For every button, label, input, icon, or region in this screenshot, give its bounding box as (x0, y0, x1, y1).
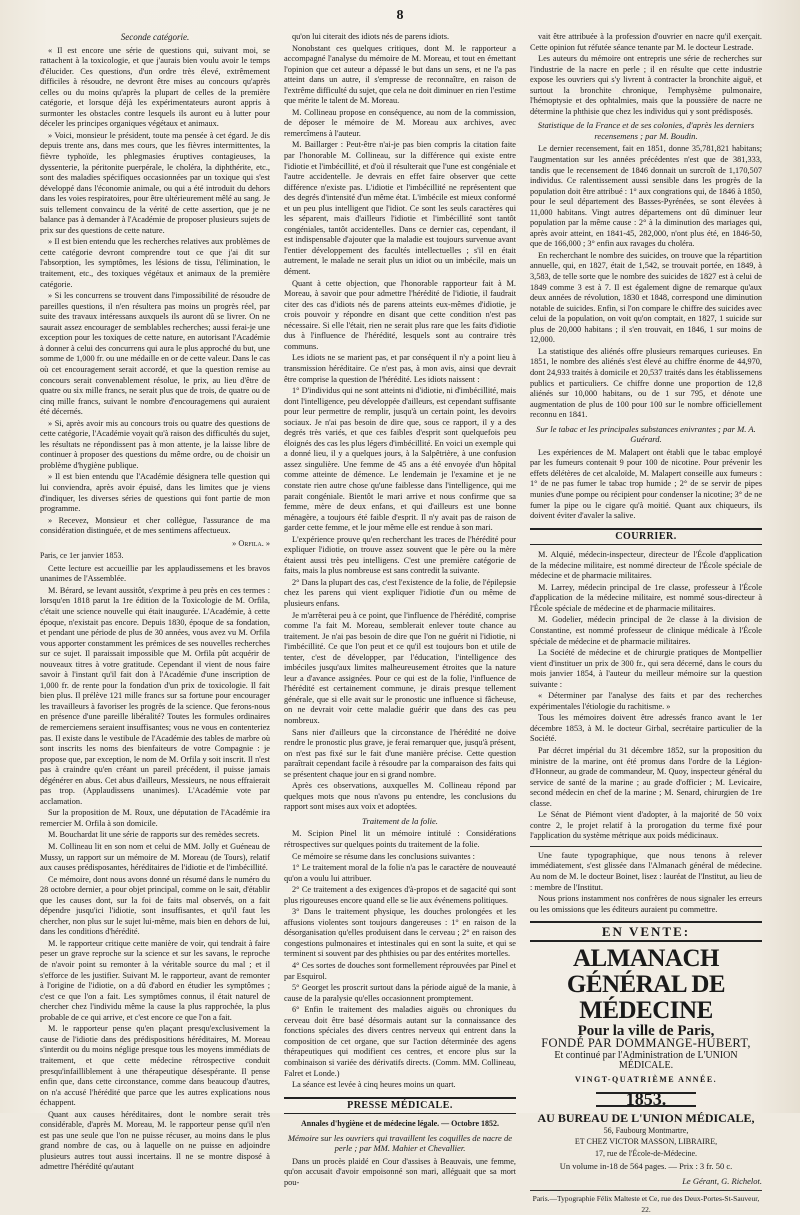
paragraph: 6° Enfin le traitement des maladies aiguës ou chroniques du cerveau doit être basé désormais autant sur la connaissance des fonctions spéciales des divers centres nerveux qui entrent dans la composition de cet organe, que sur l'action déterminée des agens thérapeutiques qui modifient ces centres, et encore plus sur la combinaison si variée des dérivatifs directs. (Comm. MM. Collineau, Falret et Londe.) (284, 1005, 516, 1078)
ad-address: 17, rue de l'École-de-Médecine. (594, 1148, 698, 1158)
ad-continued: Et continué par l'Administration de L'UNION MÉDICALE. (554, 1049, 738, 1072)
paragraph: Une faute typographique, que nous tenons à relever immédiatement, s'est glissée dans l'Almanach général de médecine. Au nom de M. le docteur Boinet, lisez : lauréat de l'Institut, au lieu de : membre de l'Institut. (530, 850, 762, 892)
column-1 (40, 32, 270, 1172)
column-3 (530, 32, 762, 1214)
gerant-signature: Le Gérant, G. Richelot. (682, 1175, 762, 1186)
paragraph: La statistique des aliénés offre plusieurs remarques curieuses. En 1851, le nombre des aliénés s'est élevé au chiffre énorme de 44,970, dont 24,933 traités à domicile et 20,537 traités dans les établissemens publics et particuliers. Ce chiffre donne une proportion de 12,8 aliénés sur 10,000 habitans, ou de 1 sur 795, et dénote une augmentation de plus de 100 pour 100 sur le nombre officiellement reconnu en 1841. (530, 346, 762, 420)
paragraph-group (530, 550, 762, 842)
paragraph: La séance est levée à cinq heures moins un quart. (292, 1080, 456, 1090)
paragraph-group (284, 1157, 516, 1189)
ad-founded: FONDÉ PAR DOMMANGE-HUBERT, (541, 1036, 751, 1051)
paragraph: Dans un procès plaidé en Cour d'assises à Beauvais, une femme, qu'on accusait d'avoir empoisonné son mari, alléguait que sa mort pou- (284, 1156, 516, 1187)
paragraph: M. le rapporteur pense qu'en plaçant presqu'exclusivement la cause de l'idiotie dans des prédispositions héréditaires, M. Moreau s'interdit ou du moins néglige presque tous les moyens immédiats de traitement, et que cette médecine rétrospective conduit presqu'infailliblement à une thérapeutique désespérante. Il pense enfin que, dans cette circonstance, comme dans beaucoup d'autres, on n'a accusé l'hérédité que parce que les autres explications nous échappent. (40, 1024, 270, 1108)
paragraph: Le Sénat de Piémont vient d'adopter, à la majorité de 50 voix contre 2, le projet relatif à la prorogation du terme fixé pour l'application du système métrique aux poids médicinaux. (530, 810, 762, 841)
paragraph: M. Collineau propose en conséquence, au nom de la commission, de déposer le mémoire de M. Moreau aux archives, avec remercîmens à l'auteur. (284, 107, 516, 138)
printer-line: Paris.—Typographie Félix Malteste et Ce, rue des Deux-Portes-St-Sauveur, 22. (530, 1190, 762, 1215)
paragraph-group (530, 448, 762, 522)
ad-address: 56, Faubourg Montmartre, (603, 1125, 689, 1135)
paragraph: 3° Dans le traitement physique, les douches prolongées et les affusions violentes sont toujours dangereuses : 1° en raison de la désorganisation qu'elles produisent dans le cerveau ; 2° en raison des congestions pulmonaires et intestinales qui en sont la suite, et qui se terminent si souvent par des phthisies ou par des entérites mortelles. (284, 907, 516, 959)
paragraph: 5° Georget les proscrit surtout dans la période aiguë de la manie, à cause de la paralysie qu'elles occasionnent promptement. (284, 983, 516, 1003)
ad-year: 1853. (596, 1092, 697, 1107)
paragraph: M. Godelier, médecin principal de 2e classe à la division de Constantine, est nommé professeur de clinique médicale à l'École spéciale de médecine et de pharmacie militaires. (530, 615, 762, 646)
paragraph-group (40, 564, 270, 1173)
paragraph: qu'on lui citerait des idiots nés de parens idiots. (292, 32, 450, 41)
paragraph: Après ces observations, auxquelles M. Collineau répond par quelques mots que nous n'avons pu entendre, les conclusions du rapport sont mises aux voix et adoptées. (284, 781, 516, 812)
paragraph: 2° Ce traitement a des exigences d'à-propos et de sagacité qui sont plus rigoureuses encore quand elle se lie aux événemens politiques. (284, 885, 516, 905)
paragraph: Les auteurs du mémoire ont entrepris une série de recherches sur l'industrie de la nacre en perle ; il en résulte que cette industrie expose les ouvriers qui s'y livrent à contracter la bronchite aiguë, et surtout la bronchite chronique, l'emphysème pulmonaire, l'hémoptysie et des ophtalmies, mais que la poussière de nacre ne détermine la phthisie que chez les individus qui y sont prédisposés. (530, 54, 762, 116)
paragraph: Quant aux causes héréditaires, dont le nombre serait très considérable, d'après M. Moreau, M. le rapporteur pense qu'il n'en est pas une seule que l'on ne puisse récuser, au moins dans le plus grand nombre de cas, ou à laquelle on ne puisse en adjoindre plusieurs autres tout aussi incertains. Il ne se montre disposé à admettre l'hérédité qu'autant (40, 1109, 270, 1172)
paragraph: 1° Le traitement moral de la folie n'a pas le caractère de nouveauté qu'on a voulu lui attribuer. (284, 863, 516, 883)
paragraph: Je m'arrêterai peu à ce point, que l'influence de l'hérédité, comprise comme l'a fait M. Moreau, semblerait enlever toute chance au traitement. Je n'ai pas besoin de dire que l'on ne guérit ni l'idiotie, ni l'imbécillité. Ce que l'on peut et ce qu'il est toujours bon et utile de tenter, c'est de développer, par l'éducation, l'intelligence des imbéciles jusqu'aux limites malheureusement étroites que la nature leur a d'avance assignées. Pour ce qui est de la folie, l'influence de l'hérédité est certainement commune, je dirais presque tellement générale, que si elle avait sur le pronostic une influence si fâcheuse, on ne devrait voir cette maladie guérir que dans des cas peu nombreux. (284, 610, 516, 725)
paragraph: « Il est encore une série de questions qui, suivant moi, se rattachent à la toxicologie, et que j'aurais bien voulu avoir le temps d'élucider. Ces questions, d'un ordre très élevé, extrêmement difficiles à résoudre, ne devront être mises au concours qu'après celles ou du moins qu'après la plupart de celles de la première catégorie, et lorsque déjà les expérimentateurs auront appris à surmonter les obstacles contre lesquels ils auront eu à lutter pour déceler les principes organiques végétaux et animaux. (40, 45, 270, 129)
paragraph: Tous les mémoires doivent être adressés franco avant le 1er décembre 1853, à M. le docteur Girbal, secrétaire particulier de la Société. (530, 713, 762, 744)
ad-header: EN VENTE: (530, 925, 762, 942)
paragraph: Quant à cette objection, que l'honorable rapporteur fait à M. Moreau, à savoir que pour admettre l'hérédité de l'idiotie, il faudrait citer des cas d'idiots nés de parens atteints eux-mêmes d'idiotie, je crois pouvoir y répondre en disant que cette condition n'est pas nécessaire. Si elle l'était, rien ne serait plus rare que les faits d'idiotie dus à l'influence de l'hérédité, lesquels sont au contraire très communs. (284, 278, 516, 351)
paragraph: M. Collineau lit en son nom et celui de MM. Jolly et Guéneau de Mussy, un rapport sur un mémoire de M. Moreau (de Tours), relatif aux causes prédisposantes, héréditaires de l'idiotie et de l'imbécillité. (40, 842, 270, 873)
subheading: Sur le tabac et les principales substances enivrantes ; par M. A. Guérard. (536, 423, 756, 445)
paragraph-group (40, 46, 270, 537)
paragraph: 2° Dans la plupart des cas, c'est l'existence de la folie, de l'épilepsie chez les parens qui vient expliquer l'idiotie d'un ou même de plusieurs enfans. (284, 577, 516, 608)
ad-office: AU BUREAU DE L'UNION MÉDICALE, (537, 1111, 755, 1126)
paragraph: Sans nier d'ailleurs que la circonstance de l'hérédité ne doive rendre le pronostic plus grave, je ferai remarquer que, jusqu'à présent, on n'est pas fixé sur le fait d'une manière précise. Cette question paraîtrait cependant facile à résoudre par la comparaison des faits qui se présentent chaque jour en si grand nombre. (284, 727, 516, 779)
ad-subtitle: Pour la ville de Paris, (577, 1022, 715, 1039)
signature: » Orfila. » (232, 538, 270, 548)
column-2 (284, 32, 516, 1187)
paragraph: M. Bouchardat lit une série de rapports sur des remèdes secrets. (48, 830, 260, 840)
paragraph: Les expériences de M. Malapert ont établi que le tabac employé par les fumeurs contenait 9 pour 100 de nicotine. Pour prévenir les effets délétères de cet alcaloïde, M. Malapert conseille aux fumeurs : 1° de ne pas fumer le tabac trop humide ; 2° de se servir de pipes munies d'une pompe ou récipient pour condenser la nicotine; 3° de ne fumer la pipe ou le cigare qu'à moitié. Quant aux chiqueurs, ils doivent éviter d'avaler la salive. (530, 447, 762, 521)
subheading: Statistique de la France et de ses colonies, d'après les derniers recensemens ; par M. Boudin. (537, 120, 755, 141)
paragraph: » Il est bien entendu que les recherches relatives aux problèmes de cette catégorie devront comprendre tout ce que j'ai dit sur l'absorption, les symptômes, les lésions de tissu, l'élimination, le traitement, etc., des toxiques végétaux et animaux de la première catégorie. (40, 237, 270, 289)
paragraph: L'expérience prouve qu'en recherchant les traces de l'hérédité pour expliquer l'idiotie, on trouve assez souvent que le père ou la mère étaient aussi très peu intelligens. C'est une première catégorie de faits, mais la plus nombreuse est sans contredit la suivante. (284, 534, 516, 576)
paragraph: M. le rapporteur critique cette manière de voir, qui tendrait à faire peser un grave reproche sur la science et sur les savans, le reproche de n'avoir point su remonter à la véritable source du mal ; et il s'efforce de les justifier. Suivant M. le rapporteur, avant de remonter à l'origine de l'idiotie, on a dû d'abord en étudier les symptômes ; c'est ce que l'on a fait. Les symptômes connus, il était naturel de chercher chez l'individu même la cause la plus rapprochée, la plus probable de ce qui arrive, et c'est encore ce que l'on a fait. (40, 938, 270, 1022)
paragraph: La Société de médecine et de chirurgie pratiques de Montpellier vient d'instituer un prix de 300 fr., qui sera décerné, dans le cours du mois janvier 1854, à l'auteur du meilleur mémoire sur la question suivante : (530, 648, 762, 689)
paragraph: Le dernier recensement, fait en 1851, donne 35,781,821 habitans; l'augmentation sur les années précédentes n'est que de 381,333, tandis que le recensement de 1846 donnait un surcroît de 1,170,507 individus. Ce ralentissement aussi sensible dans les progrès de la population doit être attribué : 1° aux congrations qui, de 1846 à 1850, pour le seul département des Basses-Pyrénées, se sont élevées à 11,000 habitans. Vingt autres départemens ont dû diminuer leur population par la même cause : 2° à la diminution des mariages qui, après avoir atteint, en 1841-45, 282,000, n'ont plus été, en 1846-50, que de 166,000 ; 3° enfin aux ravages du choléra. (530, 144, 762, 249)
ad-edition: VINGT-QUATRIÈME ANNÉE. (574, 1074, 718, 1084)
paragraph: Nonobstant ces quelques critiques, dont M. le rapporteur a accompagné l'analyse du mémoire de M. Moreau, et tout en émettant l'opinion que cet auteur a dépassé le but dans un sens, et ne l'a pas atteint dans un autre, il s'empresse de reconnaître, en raison de l'extrême difficulté du sujet, que cela ne doit diminuer en rien l'estime que mérite le talent de M. Moreau. (284, 43, 516, 106)
publication-title: Annales d'hygiène et de médecine légale. — Octobre 1852. (300, 1119, 500, 1129)
paragraph: Ce mémoire, dont nous avons donné un résumé dans le numéro du 28 octobre dernier, a pour objet principal, comme on le sait, d'établir que les causes dont, sur la foi de faits mal observés, on a fait dépendre jusqu'ici l'idiotie, sont insuffisantes, et qu'il faut les chercher, non plus sur le sujet lui-même, mais bien en dehors de lui, dans les conditions d'hérédité. (40, 874, 270, 937)
section-title: COURRIER. (530, 528, 762, 546)
paragraph: Par décret impérial du 31 décembre 1852, sur la proposition du ministre de la marine, ont été promus dans l'ordre de la Légion-d'Honneur, au grade de commandeur, M. Quoy, inspecteur général du service de santé de la marine ; au grade d'officier ; M. Levicaire, second médecin en chef de la marine ; M. Senard, chirurgien de 1re classe. (530, 746, 762, 808)
subheading: Traitement de la folie. (362, 815, 438, 826)
paragraph: Sur la proposition de M. Roux, une députation de l'Académie ira remercier M. Orfila à son domicile. (40, 808, 270, 828)
paragraph-group (284, 829, 516, 1090)
ad-address: ET CHEZ VICTOR MASSON, LIBRAIRE, (574, 1137, 718, 1147)
section-heading: Seconde catégorie. (120, 32, 190, 42)
paragraph: Les idiots ne se marient pas, et par conséquent il n'y a point lieu à transmission héréditaire. Ce n'est pas, à mon avis, ainsi que devrait être comprise la question de l'hérédité. Les idiots naissent : (284, 353, 516, 384)
paragraph: En recherchant le nombre des suicides, on trouve que la répartition annuelle, qui, en 1827, était de 1,542, se trouvait portée, en 1849, à 3,583, de telle sorte que le nombre des suicides de 1827 est à celui de 1849 comme 3 est à 7. Il est également digne de remarque qu'aux deux années de révolution, 1830 et 1848, correspond une diminution notable de suicides. Enfin, si l'on compare le chiffre des suicides avec celui de la population, on voit qu'on comptait, en 1827, 1 suicide sur plus de 20,000 habitans ; il s'en trouvait, en 1846, 1 sur moins de 12,000. (530, 250, 762, 345)
paragraph: « Déterminer par l'analyse des faits et par des recherches expérimentales l'étiologie du rachitisme. » (530, 691, 762, 711)
paragraph: 4° Ces sortes de douches sont formellement réprouvées par Pinel et par Esquirol. (284, 961, 516, 981)
dateline: Paris, ce 1er janvier 1853. (40, 551, 124, 561)
ad-price: Un volume in-18 de 564 pages. — Prix : 3 fr. 50 c. (559, 1161, 733, 1172)
paragraph: M. Larrey, médecin principal de 1re classe, professeur à l'École d'application de la médecine militaire, est nommé sous-directeur à l'École spéciale de médecine et de pharmacie militaires. (530, 582, 762, 613)
paragraph: M. Baillarger : Peut-être n'ai-je pas bien compris la citation faite par l'honorable M. Collineau, sur la différence qui existe entre l'idiotie et l'imbécillité, et d'où il résulterait que l'une est congéniale et l'autre accidentelle. Je devrais en effet faire observer que cette différence n'existe pas. L'idiotie et l'imbécillité ne représentent que des degrés d'intensité d'un même état. L'imbécile est mieux conformé et un peu plus intelligent que l'idiot. Ce sont les seuls caractères qui les séparent, mais d'ailleurs l'idiotie et l'imbécillité sont tantôt congéniales, tantôt accidentelles. Dans ce dernier cas, cependant, il est indispensable d'ajouter que la maladie est toujours survenue avant l'entier développement des facultés intellectuelles ; s'il en était autrement, le malade ne serait plus un idiot ou un imbécile, mais un dément. (284, 140, 516, 277)
paragraph: M. Scipion Pinel lit un mémoire intitulé : Considérations rétrospectives sur quelques points du traitement de la folie. (284, 829, 516, 850)
paragraph: vait être attribuée à la profession d'ouvrier en nacre qu'il exerçait. Cette opinion fut réfutée séance tenante par M. le docteur Lestrade. (530, 32, 762, 52)
paragraph: » Il est bien entendu que l'Académie désignera telle question qui lui conviendra, après avoir épuisé, dans les limites que je viens d'indiquer, les diverses séries de questions qui font partie de mon programme. (40, 472, 270, 514)
paragraph: » Si les concurrens se trouvent dans l'impossibilité de résoudre de pareilles questions, il n'en résultera pas moins un progrès réel, par suite des travaux intéressans auxquels ils auront dû se livrer. On ne saurait assez encourager de semblables recherches; aussi ferai-je une exception pour les toxiques de cette nature, en autorisant l'Académie à donner à celui des concurrens qui aura le plus approché du but, une somme de 1,000 fr. ou une médaille en or de cette valeur. Dans le cas où cet encouragement serait accordé, et que la question remise au concours serait convenablement résolue, le prix, au lieu d'être de quatre ou six mille francs, ne serait plus que de trois, de quatre ou de cinq mille francs, suivant le nombre d'encouragemens qui auraient été décernés. (40, 291, 270, 417)
divider (530, 846, 762, 847)
paragraph-group (530, 851, 762, 915)
section-title: PRESSE MÉDICALE. (284, 1097, 516, 1115)
paragraph: 1° D'individus qui ne sont atteints ni d'idiotie, ni d'imbécillité, mais dont l'intelligence, peu développée d'ailleurs, est cependant suffisante pour leur permettre de remplir, jusqu'à un certain point, les devoirs sociaux. Je n'ai pas besoin de dire que, sous ce rapport, il y a des degrés très variés, et que ces faibles d'esprit sont quelquefois peu éloignés des cas les plus légers d'imbécillité. En voici un exemple qui a donné lieu, il y a quelques jours, à la Salpêtrière, à une confusion assez singulière. Une femme de 45 ans a été envoyée d'un hôpital comme atteinte de démence. Le lendemain je l'examine et je ne constate rien autre chose qu'une faiblesse dans l'intelligence, qui me parait congéniale. Bientôt le mari arrive et nous confirme que sa femme, mère de deux enfans, et qui d'ailleurs est une bonne ménagère, a toujours été faible d'esprit. Il n'y avait pas de raison de garder cette femme, et le jour même elle est rendue à son mari. (284, 386, 516, 533)
ad-title: ALMANACH GÉNÉRAL DE MÉDECINE (566, 944, 726, 1024)
paragraph-group (530, 144, 762, 420)
paragraph: Cette lecture est accueillie par les applaudissemens et les bravos unanimes de l'Assemblée. (40, 563, 270, 584)
paragraph: M. Alquié, médecin-inspecteur, directeur de l'École d'application de la médecine militaire, est nommé directeur de l'École spéciale de médecine et de pharmacie militaires. (530, 550, 762, 581)
paragraph-group (284, 32, 516, 813)
paragraph: » Recevez, Monsieur et cher collègue, l'assurance de ma considération distinguée, et de mes sentimens affectueux. (40, 515, 270, 536)
article-title: Mémoire sur les ouvriers qui travaillent les coquilles de nacre de perle ; par MM. Mahier et Chevallier. (287, 1132, 513, 1154)
paragraph: » Si, après avoir mis au concours trois ou quatre des questions de cette catégorie, l'Académie voyait qu'à raison des difficultés du sujet, les résultats ne répondissent pas à mon attente, je la laisse libre de continuer à proposer des questions du même ordre, ou de choisir un problème d'hygiène publique. (40, 418, 270, 470)
advertisement (530, 921, 762, 1172)
paragraph: Nous prions instamment nos confrères de nous signaler les erreurs ou les omissions que les éditeurs auraient pu commettre. (530, 894, 762, 914)
paragraph: Ce mémoire se résume dans les conclusions suivantes : (292, 851, 475, 861)
paragraph: M. Bérard, se levant aussitôt, s'exprime à peu près en ces termes : lorsqu'en 1818 parut la 1re édition de la Toxicologie de M. Orfila, c'était une science nouvelle qui était inaugurée. L'Académie, à cette époque, n'existait pas encore. Depuis 1830, époque de sa fondation, et pendant une période de plus de 30 années, vous avez vu M. Orfila vous apporter constamment les prémices de ses nouvelles recherches sur ce sujet. Il paraissait impossible que M. Orfila pût acquérir de nouveaux titres à votre gratitude. Cependant il vient de nous faire savoir à l'instant qu'il fait don à l'Académie d'une inscription de 1,000 fr. de rente pour la fondation d'un prix de toxicologie. Il fait bien plus. Il prélève 121 mille francs sur sa fortune pour encourager les travailleurs à favoriser les progrès de la science. Que ferons-nous en présence d'une pareille libéralité? Toutes les formules ordinaires de remerciemens seraient insuffisantes; vous ne vous en contenteriez pas. Il existe dans le vestibule de l'Académie des tables de marbre où sont inscrits les noms des bienfaiteurs de votre Compagnie : je propose que, par exception, le nom de M. Orfila y soit inscrit. Il n'est pas à craindre qu'en créant un pareil précédent, il puisse jamais dégénérer en abus. Cet abus d'ailleurs, Messieurs, ne nous effraierait pas trop. (Applaudissens unanimes). L'Académie vote par acclamation. (40, 585, 270, 806)
paragraph: » Voici, monsieur le président, toute ma pensée à cet égard. Je dis depuis trente ans, dans mes cours, que les fièvres intermittentes, la fièvre typhoïde, les phlegmasies éruptives contagieuses, la dyssenterie, la péritonite puerpérale, le choléra, la diphthérite, etc., sont des maladies spécifiques occasionnées par un toxique qui s'est développé dans l'économie animale, ou qui a été introduit du dehors dans les voies respiratoires, pour être ultérieurement mêlé au sang. Je suis tellement convaincu de la vérité de cette assertion, que je ne balance pas à demander à l'Académie de proposer plusieurs sujets de prix sur des questions de cette nature. (40, 130, 270, 235)
page-number: 8 (396, 8, 404, 23)
paragraph-group (530, 32, 762, 117)
